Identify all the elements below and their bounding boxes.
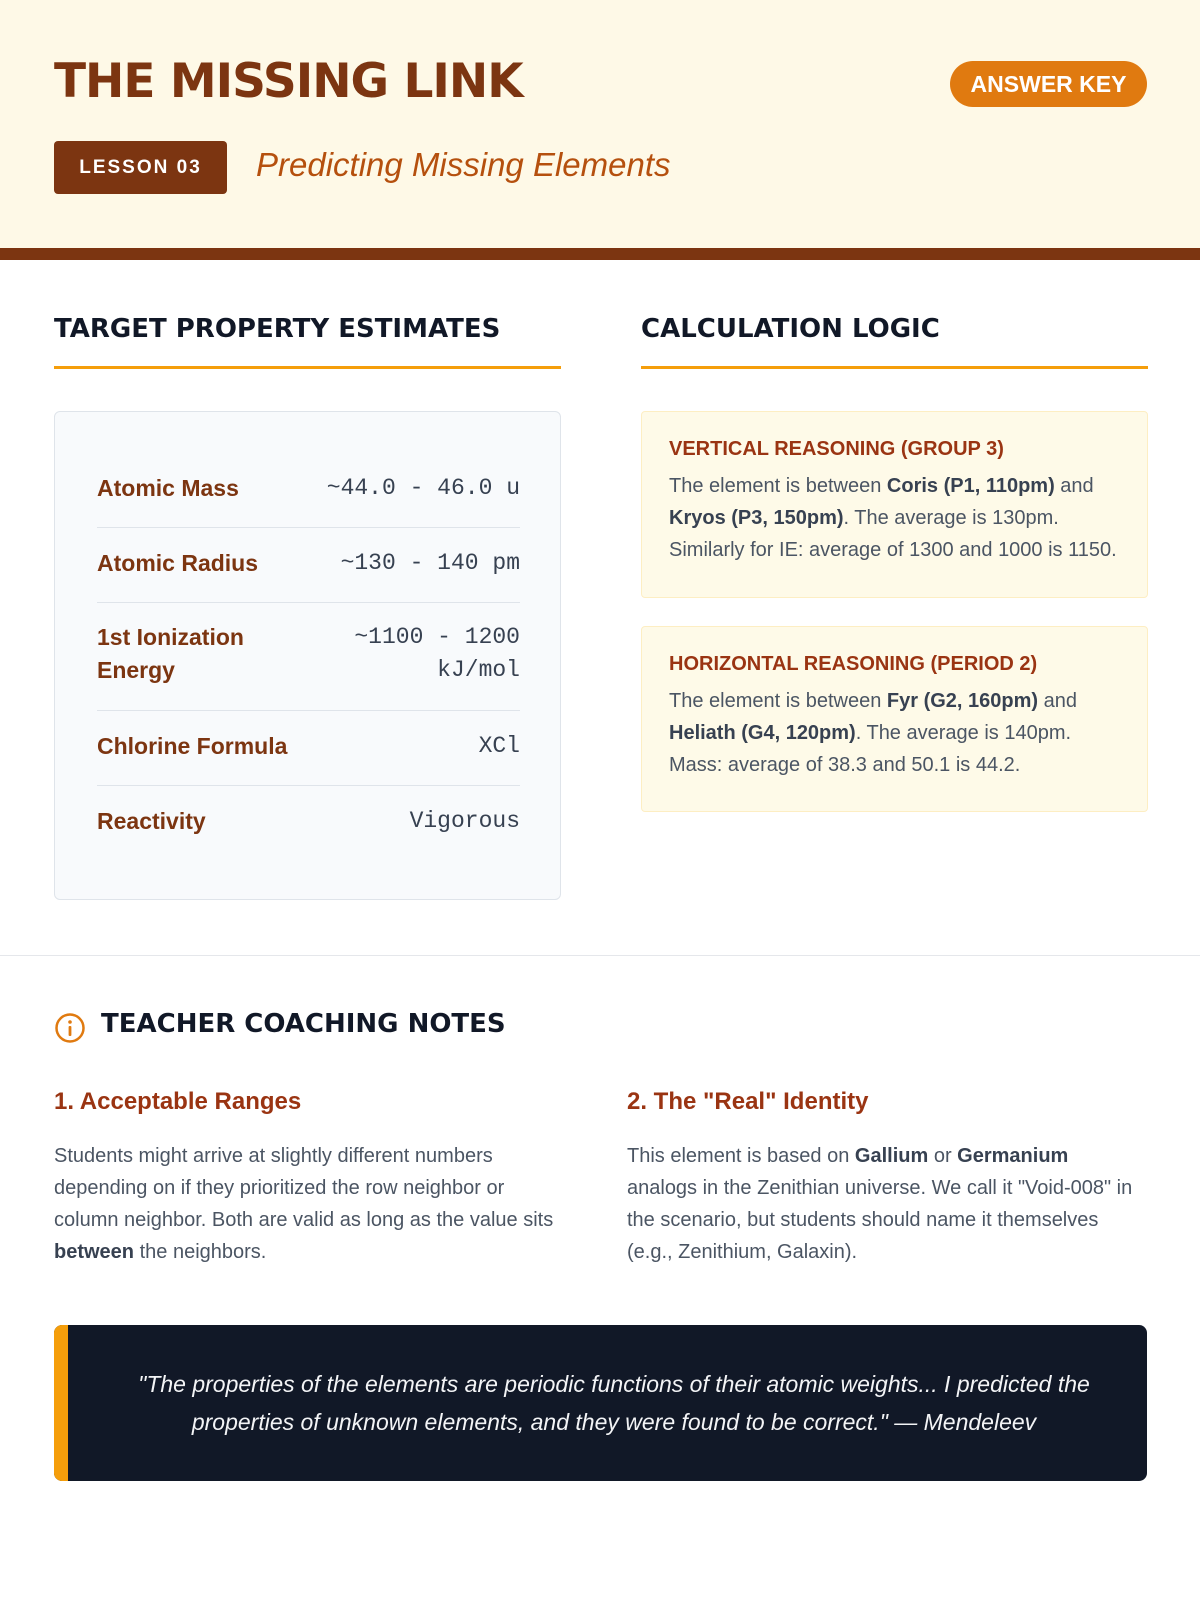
note-real-identity-text: This element is based on Gallium or Germanium analogs in the Zenithian universe. We call it "Void-008" in the scenario, but students should name it themselves (e.g., Zenithium, Galaxin). bbox=[627, 1145, 1133, 1263]
quote-accent-bar bbox=[54, 1325, 68, 1481]
info-circle-icon bbox=[54, 1012, 86, 1044]
property-value: Vigorous bbox=[409, 808, 520, 834]
page-subtitle: Predicting Missing Elements bbox=[256, 146, 671, 183]
property-label: 1st Ionization Energy bbox=[97, 624, 244, 683]
property-row-atomic-mass bbox=[97, 412, 520, 528]
answer-key-badge: ANSWER KEY bbox=[950, 61, 1147, 107]
property-row-atomic-radius bbox=[97, 528, 520, 603]
property-row-ionization-energy bbox=[97, 603, 520, 711]
property-value: ~1100 - 1200 kJ/mol bbox=[354, 624, 520, 683]
estimates-heading-underline bbox=[54, 366, 561, 369]
page-title: THE MISSING LINK bbox=[54, 54, 523, 109]
note-real-identity-title: 2. The "Real" Identity bbox=[627, 1088, 869, 1115]
property-value: ~44.0 - 46.0 u bbox=[326, 475, 520, 501]
horizontal-reasoning-card bbox=[641, 626, 1148, 812]
note-acceptable-ranges-text: Students might arrive at slightly different numbers depending on if they prioritized the row neighbor or column neighbor. Both are valid as long as the value sits between the neighbors. bbox=[54, 1145, 554, 1263]
property-label: Atomic Mass bbox=[97, 475, 239, 501]
section-divider bbox=[0, 955, 1200, 956]
logic-heading-underline bbox=[641, 366, 1148, 369]
vertical-reasoning-card bbox=[641, 411, 1148, 598]
property-row-chlorine-formula bbox=[97, 711, 520, 786]
property-value: XCl bbox=[478, 733, 520, 759]
lesson-tag: LESSON 03 bbox=[54, 141, 227, 194]
property-estimates-card bbox=[54, 411, 561, 900]
horizontal-reasoning-text: The element is between Fyr (G2, 160pm) and Heliath (G4, 120pm). The average is 140pm. Mass: average of 38.3 and 50.1 is 44.2. bbox=[669, 690, 1078, 776]
mendeleev-quote-box bbox=[54, 1325, 1147, 1481]
property-label: Atomic Radius bbox=[97, 550, 259, 576]
logic-heading: CALCULATION LOGIC bbox=[641, 314, 940, 344]
vertical-reasoning-text: The element is between Coris (P1, 110pm) and Kryos (P3, 150pm). The average is 130pm. Similarly for IE: average of 1300 and 1000 is 1150. bbox=[669, 475, 1117, 561]
estimates-heading: TARGET PROPERTY ESTIMATES bbox=[54, 314, 501, 344]
property-row-reactivity bbox=[97, 786, 520, 899]
note-acceptable-ranges-title: 1. Acceptable Ranges bbox=[54, 1088, 302, 1115]
quote-text: "The properties of the elements are periodic functions of their atomic weights... I predicted the properties of unknown elements, and they were found to be correct." — Mendeleev bbox=[138, 1371, 1090, 1435]
property-value: ~130 - 140 pm bbox=[340, 550, 520, 576]
property-label: Reactivity bbox=[97, 808, 206, 834]
coaching-notes-heading: TEACHER COACHING NOTES bbox=[101, 1009, 506, 1039]
vertical-reasoning-title: VERTICAL REASONING (GROUP 3) bbox=[669, 438, 1004, 460]
horizontal-reasoning-title: HORIZONTAL REASONING (PERIOD 2) bbox=[669, 653, 1038, 675]
header-banner bbox=[0, 0, 1200, 248]
header-divider bbox=[0, 248, 1200, 260]
property-label: Chlorine Formula bbox=[97, 733, 288, 759]
